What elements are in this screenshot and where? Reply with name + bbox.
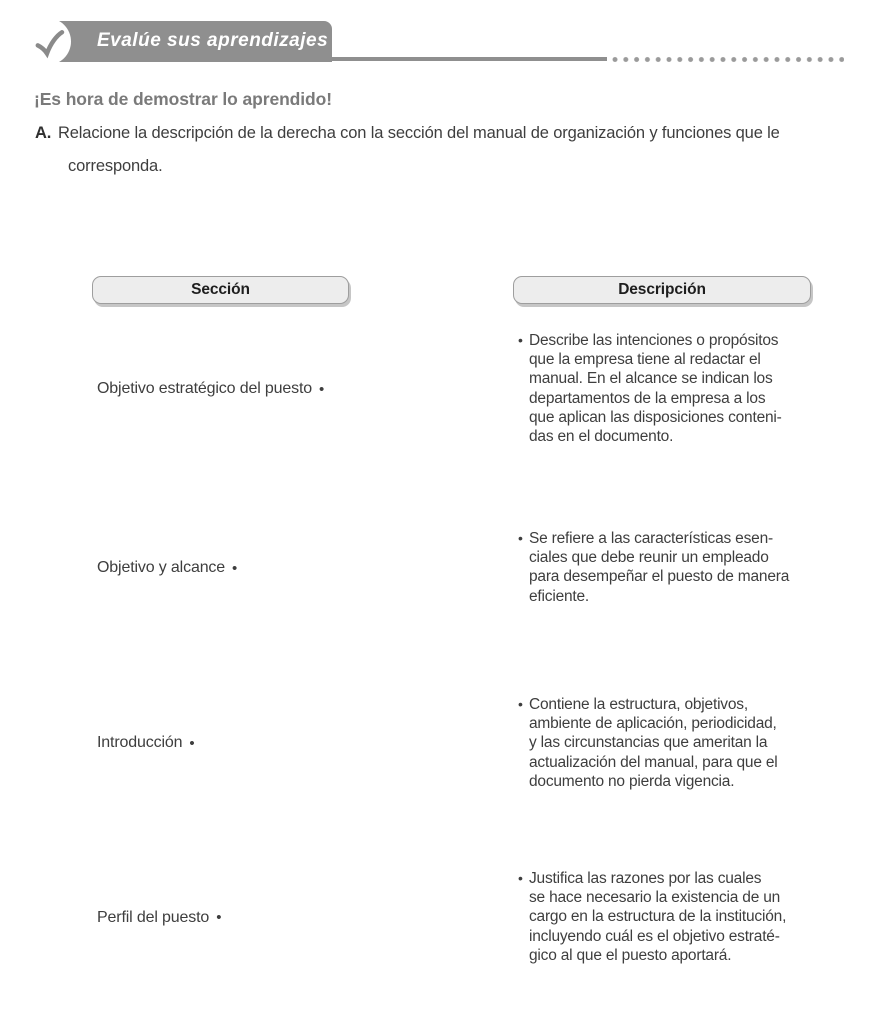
description-line: ambiente de aplicación, periodicidad, <box>529 715 777 733</box>
description-line: para desempeñar el puesto de manera <box>529 568 790 586</box>
description-line: departamentos de la empresa a los <box>529 389 766 407</box>
bullet-icon: • <box>518 696 523 712</box>
column-header-descripcion: Descripción <box>513 276 811 304</box>
description-cell <box>518 869 828 965</box>
section-label: Objetivo y alcance <box>97 559 226 576</box>
bullet-icon: • <box>518 870 523 886</box>
match-row <box>0 695 879 791</box>
instruction-line-2: corresponda. <box>68 157 163 175</box>
description-line: documento no pierda vigencia. <box>529 772 735 790</box>
description-line: manual. En el alcance se indican los <box>529 370 773 388</box>
section-cell <box>97 869 221 966</box>
description-text <box>518 529 828 606</box>
description-cell <box>518 695 828 791</box>
description-line: gico al que el puesto aportará. <box>529 946 732 964</box>
bullet-icon: • <box>518 332 523 348</box>
connector-dot-icon: • <box>216 909 222 926</box>
intro-text: ¡Es hora de demostrar lo aprendido! <box>34 89 332 109</box>
section-banner <box>35 21 332 62</box>
section-label: Objetivo estratégico del puesto <box>97 380 313 397</box>
description-line: Contiene la estructura, objetivos, <box>529 696 748 713</box>
description-line: se hace necesario la existencia de un <box>529 889 781 907</box>
banner-rule <box>331 57 607 61</box>
match-row <box>0 529 879 607</box>
section-cell <box>97 695 195 791</box>
description-text <box>518 331 828 446</box>
description-line: incluyendo cuál es el objetivo estraté- <box>529 927 780 945</box>
description-cell <box>518 331 828 446</box>
description-text <box>518 869 828 965</box>
section-cell <box>97 331 324 447</box>
description-line: das en el documento. <box>529 428 674 446</box>
description-cell <box>518 529 828 606</box>
description-line: Justifica las razones por las cuales <box>529 870 762 887</box>
instruction-marker: A. <box>35 124 52 142</box>
section-label: Introducción <box>97 734 183 751</box>
description-line: ciales que debe reunir un empleado <box>529 549 769 567</box>
instruction-line-1: Relacione la descripción de la derecha con la sección del manual de organización y funciones que le <box>58 124 780 142</box>
connector-dot-icon: • <box>189 734 195 752</box>
description-line: Se refiere a las características esen- <box>529 530 773 547</box>
description-line: que la empresa tiene al redactar el <box>529 351 761 369</box>
description-text <box>518 695 828 791</box>
section-label: Perfil del puesto <box>97 908 210 926</box>
match-row <box>0 331 879 447</box>
description-line: eficiente. <box>529 587 590 605</box>
match-row <box>0 869 879 966</box>
description-line: que aplican las disposiciones conteni- <box>529 408 782 426</box>
check-icon <box>24 18 71 65</box>
banner-title: Evalúe sus aprendizajes <box>97 29 329 51</box>
description-line: Describe las intenciones o propósitos <box>529 332 779 349</box>
description-line: cargo en la estructura de la institución, <box>529 908 787 926</box>
column-header-seccion: Sección <box>92 276 349 304</box>
description-line: y las circunstancias que ameritan la <box>529 734 768 752</box>
description-line: actualización del manual, para que el <box>529 753 778 771</box>
bullet-icon: • <box>518 530 523 546</box>
banner-dotted-line <box>612 55 844 64</box>
section-cell <box>97 529 237 607</box>
connector-dot-icon: • <box>232 559 238 577</box>
connector-dot-icon: • <box>319 380 325 398</box>
